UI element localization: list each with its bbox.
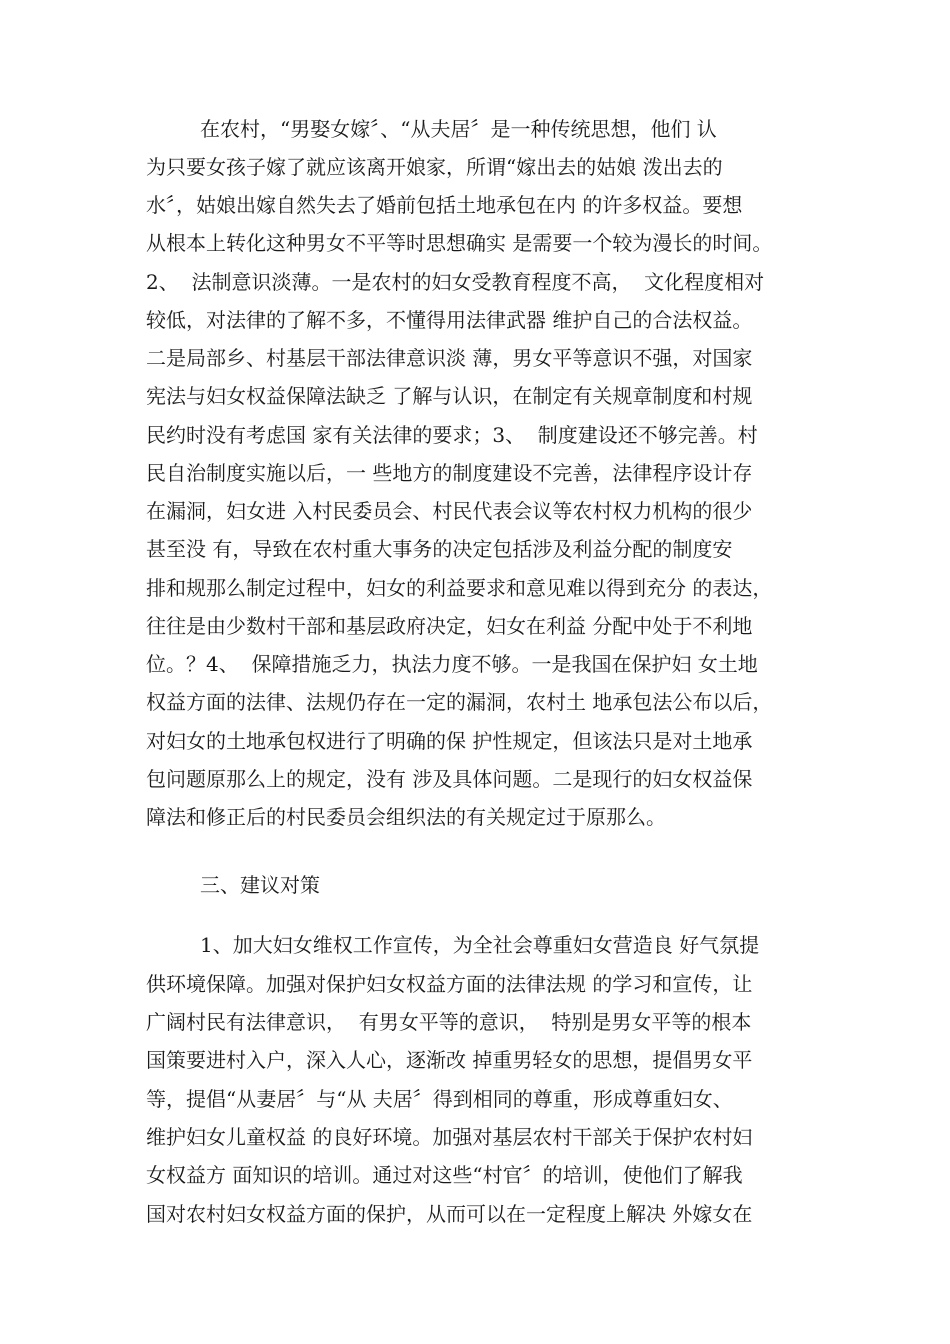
text-line: 甚至没 有，导致在农村重大事务的决定包括涉及利益分配的制度安 — [146, 537, 733, 561]
text-line: 权益方面的法律、法规仍存在一定的漏洞，农村土 地承包法公布以后， — [146, 690, 773, 714]
text-line: 二是局部乡、村基层干部法律意识淡 薄，男女平等意识不强，对国家 — [146, 346, 753, 370]
text-line: 广阔村民有法律意识， 有男女平等的意识， 特别是男女平等的根本 — [146, 1010, 752, 1034]
text-line: 民约时没有考虑国 家有关法律的要求；3、 制度建设还不够完善。村 — [146, 423, 758, 447]
text-line: 宪法与妇女权益保障法缺乏 了解与认识，在制定有关规章制度和村规 — [146, 384, 753, 408]
text-line: 从根本上转化这种男女不平等时思想确实 是需要一个较为漫长的时间。 — [146, 231, 773, 255]
text-line: 往往是由少数村干部和基层政府决定，妇女在利益 分配中处于不利地 — [146, 614, 753, 638]
text-line: 较低，对法律的了解不多，不懂得用法律武器 维护自己的合法权益。 — [146, 308, 753, 332]
text-line: 供环境保障。加强对保护妇女权益方面的法律法规 的学习和宣传，让 — [146, 972, 753, 996]
text-line: 包问题原那么上的规定，没有 涉及具体问题。二是现行的妇女权益保 — [146, 767, 753, 791]
text-line: 位。？4、 保障措施乏力，执法力度不够。一是我国在保护妇 女土地 — [146, 652, 758, 676]
text-line: 为只要女孩子嫁了就应该离开娘家，所谓“嫁出去的姑娘 泼出去的 — [146, 155, 723, 179]
text-line: 水〞，姑娘出嫁自然失去了婚前包括土地承包在内 的许多权益。要想 — [146, 193, 743, 217]
text-line: 障法和修正后的村民委员会组织法的有关规定过于原那么。 — [146, 805, 666, 829]
section-heading: 三、建议对策 — [200, 873, 320, 897]
text-line: 等，提倡“从妻居〞与“从 夫居〞得到相同的尊重，形成尊重妇女、 — [146, 1087, 733, 1111]
text-line: 排和规那么制定过程中，妇女的利益要求和意见难以得到充分 的表达， — [146, 576, 773, 600]
text-line: 在农村，“男娶女嫁〞、“从夫居〞是一种传统思想，他们 认 — [200, 117, 717, 141]
text-line: 1、加大妇女维权工作宣传，为全社会尊重妇女营造良 好气氛提 — [200, 933, 760, 957]
text-line: 女权益方 面知识的培训。通过对这些“村官〞的培训，使他们了解我 — [146, 1163, 743, 1187]
text-line: 民自治制度实施以后，一 些地方的制度建设不完善，法律程序设计存 — [146, 461, 753, 485]
text-line: 国对农村妇女权益方面的保护，从而可以在一定程度上解决 外嫁女在 — [146, 1202, 753, 1226]
text-line: 国策要进村入户，深入人心，逐渐改 掉重男轻女的思想，提倡男女平 — [146, 1048, 753, 1072]
text-line: 维护妇女儿童权益 的良好环境。加强对基层农村干部关于保护农村妇 — [146, 1125, 753, 1149]
text-line: 对妇女的土地承包权进行了明确的保 护性规定，但该法只是对土地承 — [146, 729, 753, 753]
text-line: 在漏洞，妇女进 入村民委员会、村民代表会议等农村权力机构的很少 — [146, 499, 753, 523]
text-line: 2、 法制意识淡薄。一是农村的妇女受教育程度不高， 文化程度相对 — [146, 270, 765, 294]
